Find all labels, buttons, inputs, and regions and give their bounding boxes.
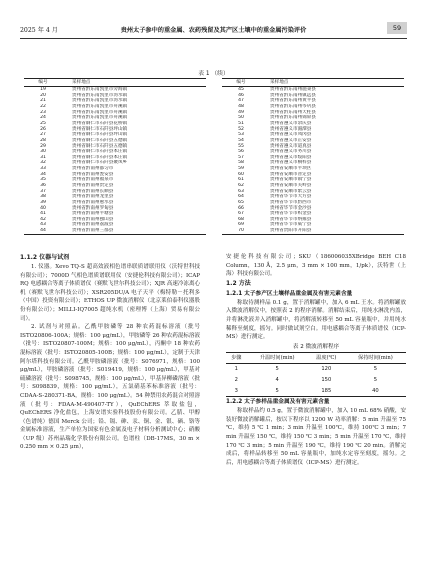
row-location: 贵州省黔东南凯里市湾水镇: [72, 98, 128, 104]
row-location: 贵州省黔东南凯里市旁海镇: [72, 87, 128, 93]
row-number: 37: [40, 188, 46, 194]
row-location: 贵州省黔东南州镇远县: [270, 92, 316, 98]
table-row: [24, 228, 206, 234]
row-number: 31: [40, 154, 46, 160]
row-location: 贵州省贵阳市开阳县: [260, 228, 404, 234]
row-number: 52: [238, 126, 244, 132]
table2-cell: 150: [321, 376, 332, 383]
page-number: 59: [387, 22, 407, 34]
row-location: 贵州省黔东南州锦屏县: [270, 115, 316, 121]
row-number: 35: [40, 177, 46, 183]
row-number: 42: [40, 216, 46, 222]
table1-right: [222, 78, 404, 235]
table2-cell: 3: [226, 386, 247, 397]
header-date: 2025 年 4 月: [20, 27, 58, 34]
table2: [226, 352, 406, 397]
row-location: 贵州省黔东南州天柱县: [270, 109, 316, 115]
table2-header-cell: 升温时间(min): [247, 352, 308, 364]
row-number: 60: [238, 171, 244, 177]
row-location: 贵州省黔南州瓮安县: [72, 171, 114, 177]
row-location: 贵州省毕节市纳雍县: [270, 216, 312, 222]
row-location: 贵州省安顺市镇宁县: [270, 177, 312, 183]
row-location: 贵州省铜仁市石阡县花桥镇: [72, 120, 128, 126]
table1-right-header-no: 编号: [222, 79, 260, 87]
row-number: 58: [238, 160, 244, 166]
table2-row: [226, 364, 406, 375]
paragraph-sample-method: 称取样品约 0.5 g，置于微波消解罐中，加入 10 mL 68% 硝酸，安装好微波消解罐后，按以下程序以 1200 W 功率消解：5 min 升温至 75 ℃，维持 5 ℃ 1 min；3 min 升温至 100℃，维持 100℃ 3 min；7 min 升温至 150 ℃，维持 150 ℃ 3 min；5 min 升温至 170 ℃，维持 170 ℃ 3 min；5 min 升温至 190 ℃，维持 190 ℃ 20 min。消解完成后，将样品转移至 50 mL 容量瓶中，加纯水定容至刻度，摇匀。之后，用电感耦合等离子体质谱仪（ICP-MS）进行测定。: [226, 408, 406, 466]
row-number: 59: [238, 166, 244, 172]
row-location: 贵州省黔东南州岑巩县: [270, 104, 316, 110]
row-number: 56: [238, 149, 244, 155]
table2-cell: 5: [373, 376, 378, 383]
row-location: 贵州省黔南州贵定县: [72, 183, 114, 188]
row-number: 43: [40, 222, 46, 228]
row-location: 贵州省遵义市务川县: [270, 149, 312, 155]
table2-cell: 5: [275, 366, 279, 373]
row-location: 贵州省安顺市关岭县: [270, 183, 312, 188]
row-number: 54: [238, 137, 244, 143]
row-location: 贵州省遵义市余庆县: [270, 120, 312, 126]
row-number: 50: [238, 115, 244, 121]
row-number: 63: [238, 188, 244, 194]
row-number: 67: [238, 211, 244, 217]
row-location: 贵州省铜仁市石阡县坪山镇: [72, 132, 128, 138]
row-location: 贵州省毕节市黔西市: [270, 199, 312, 205]
paragraph-instruments: 1. 仪器。Xevo TQ-S 超高效液相色谱串联质谱联用仪（沃特世科技有限公司）；7000D 气相色谱质谱联用仪（安捷伦科技有限公司）；ICAP RQ 电感耦合等离子体质谱仪（赛默飞世尔科技公司）；XJR 高速冷冻离心机（赛默飞世尔科技公司）；XSR205DU/A 电子天平（梅特勒－托利多（中国）投资有限公司）；ETHOS UP 微波消解仪（北京莱伯泰科仪器股份有限公司）；MILLI-IQ7005 超纯水机（密理博（上海）贸易有限公司）。: [20, 264, 200, 322]
row-number: 62: [238, 183, 244, 188]
table2-header-cell: 保持时间(min): [345, 352, 406, 364]
row-number: 19: [40, 87, 46, 93]
paragraph-reagents: 2. 试剂与对照品。乙酰甲胺磷等 28 种农药混标溶液（批号 ISTO20806-100A；规格：100 μg/mL），甲胺磷等 26 种农药混标溶液（批号：ISTO20807-100M；规格：100 μg/mL），丙酮中 18 种农药混标溶液（批号：ISTO20805-100B；规格：100 μg/mL），定制于天津阿尔塔科技有限公司。乙酰甲胺磷溶液（批号：S076971，规格：100 μg/mL），甲胺磷溶液（批号：S019419，规格：100 μg/mL），甲基对硫磷溶液（批号：S098745，规格：100 μg/mL），甲基异柳磷溶液（批号：S098839，规格：100 μg/mL），五氯硝基苯标准溶液（批号：CDAA-S-280371-BA，规格：100 μg/mL）。54 种禁用农药混合对照溶液（批号：FDAA-M-490407-TY），QuEChERS 萃取盐包，QuEChERS 净化盐包，上海安谱实验科技股份有限公司。乙腈、甲醇（色谱纯）德国 Merck 公司；铅、镉、砷、汞、铜、金、银、硒、铬等金属标准溶液，生产单位为国家有色金属及电子材料分析测试中心；硝酸（UP 级）苏州晶瑞化学股份有限公司。色谱柱（DB-17MS，30 m × 0.250 mm × 0.25 μm），: [20, 324, 200, 451]
row-location: 贵州省毕节市大方县: [270, 194, 312, 200]
row-location: 贵州省黔东南凯里市舟溪镇: [72, 109, 128, 115]
row-number: 23: [40, 109, 46, 115]
table2-header-cell: 温度(℃): [308, 352, 345, 364]
table2-cell: 1: [234, 366, 238, 373]
row-location: 贵州省黔东南凯里市舟溪镇: [72, 104, 128, 110]
table2-row: [226, 375, 406, 386]
row-number: 36: [40, 183, 46, 188]
row-location: 贵州省遵义市正安县: [270, 137, 312, 143]
row-number: 21: [40, 98, 46, 104]
table1-left-header-no: 编号: [24, 79, 62, 87]
table1-left: [24, 78, 206, 235]
row-location: 贵州省遵义市桐梓县: [270, 160, 312, 166]
row-number: 61: [238, 177, 244, 183]
row-location: 贵州省黔南州龙里县: [72, 194, 114, 200]
row-location: 贵州省安顺市紫云县: [270, 188, 312, 194]
section-heading-1-2-1: 1.2.1 太子参产区土壤样品重金属及有害元素含量: [226, 290, 353, 297]
table2-cell: 5: [247, 386, 308, 397]
row-number: 34: [40, 171, 46, 177]
row-location: 贵州省黔南州平塘县: [72, 211, 114, 217]
row-location: 贵州省毕节市金沙县: [270, 205, 312, 211]
table2-row: [226, 386, 406, 397]
row-location: 贵州省黔南州长顺县: [72, 188, 114, 194]
row-number: 28: [40, 137, 46, 143]
row-number: 22: [40, 104, 46, 110]
right-column: [226, 253, 406, 467]
header-title: 贵州太子参中的重金属、农药残留及其产区土壤中的重金属污染评价: [120, 27, 307, 34]
table2-caption: 表 2 微波消解程序: [292, 343, 340, 350]
row-number: 45: [238, 87, 244, 93]
row-number: 57: [238, 154, 244, 160]
row-number: 39: [40, 199, 46, 205]
row-number: 51: [238, 120, 244, 126]
left-column: [20, 253, 200, 452]
paragraph-soil-method: 称取待测样品 0.1 g，置于消解罐中，加入 6 mL 王水。将消解罐放入微波消解仪中，按照表 2 的程序消解。消解结束后，用纯水淋洗内盖，并将淋洗液并入消解罐中，将消解液转移至 50 mL 容量瓶中，并用纯水稀释至刻度，摇匀。同时做试剂空白。用电感耦合等离子体质谱仪（ICP-MS）进行测定。: [226, 299, 406, 341]
table2-cell: 120: [321, 366, 332, 373]
row-number: 25: [40, 120, 46, 126]
row-location: 贵州省铜仁市石阡县坪山镇: [72, 126, 128, 132]
section-heading-1-1-2: 1.1.2 仪器与试剂: [20, 254, 70, 261]
row-location: 贵州省安顺市普定县: [270, 171, 312, 177]
row-number: 49: [238, 109, 244, 115]
row-number: 53: [238, 132, 244, 138]
row-location: 贵州省遵义市绥阳县: [270, 154, 312, 160]
row-location: 贵州省黔东南凯里市舟溪镇: [72, 115, 128, 121]
table2-header-cell: 步骤: [226, 352, 247, 364]
row-location: 贵州省安顺市平坝区: [270, 166, 312, 172]
row-number: 66: [238, 205, 244, 211]
running-header: [20, 22, 407, 38]
row-number: 30: [40, 149, 46, 155]
row-location: 贵州省铜仁市石阡县本庄镇: [72, 154, 128, 160]
row-location: 贵州省黔南州三都县: [62, 228, 206, 234]
row-location: 贵州省遵义市凤冈县: [270, 132, 312, 138]
paragraph-continued: 安捷伦科技有限公司；SKU（186006035XBridge BEH C18 Column，130 Å，2.5 μm，3 mm × 100 mm，1/pk），沃特世（上海）科技有限公司。: [226, 254, 406, 278]
row-number: 38: [40, 194, 46, 200]
row-location: 贵州省黔东南州黄平县: [270, 98, 316, 104]
row-number: 70: [222, 228, 260, 234]
table2-cell: 5: [373, 366, 378, 373]
row-location: 贵州省黔南州惠水县: [72, 199, 114, 205]
header-rule: [20, 38, 407, 39]
row-location: 贵州省黔南州荔波县: [72, 222, 114, 228]
row-number: 33: [40, 166, 46, 172]
table1-left-header-name: 采样地点: [62, 79, 206, 87]
row-location: 贵州省黔南州都匀市: [72, 166, 114, 172]
row-location: 贵州省铜仁市石阡县五德镇: [72, 137, 128, 143]
row-number: 64: [238, 194, 244, 200]
row-location: 贵州省黔东南州施秉县: [270, 87, 316, 93]
row-number: 46: [238, 92, 244, 98]
row-location: 贵州省遵义市湄潭县: [270, 126, 312, 132]
row-location: 贵州省铜仁市石阡县五德镇: [72, 143, 128, 149]
row-number: 65: [238, 199, 244, 205]
row-location: 贵州省铜仁市石阡县聚凤乡: [72, 160, 128, 166]
table2-cell: 40: [345, 386, 406, 397]
row-number: 48: [238, 104, 244, 110]
row-number: 44: [24, 228, 62, 234]
row-number: 26: [40, 126, 46, 132]
table-row: [222, 228, 404, 234]
row-location: 贵州省黔南州罗甸县: [72, 205, 114, 211]
row-number: 68: [238, 216, 244, 222]
row-number: 55: [238, 143, 244, 149]
row-location: 贵州省遵义市道真县: [270, 143, 312, 149]
table1-caption: 表 1 （续）: [198, 71, 229, 77]
row-number: 40: [40, 205, 46, 211]
section-heading-1-2-2: 1.2.2 太子参样品重金属及有害元素含量: [226, 399, 330, 406]
row-number: 69: [238, 222, 244, 228]
section-heading-1-2: 1.2 方法: [226, 279, 251, 287]
table1-right-header-name: 采样地点: [260, 79, 404, 87]
row-location: 贵州省毕节市威宁县: [270, 222, 312, 228]
row-number: 20: [40, 92, 46, 98]
row-location: 贵州省铜仁市石阡县本庄镇: [72, 149, 128, 155]
row-number: 41: [40, 211, 46, 217]
table2-cell: 2: [234, 376, 238, 383]
row-location: 贵州省黔南州独山县: [72, 216, 114, 222]
table2-cell: 4: [275, 376, 279, 383]
row-number: 47: [238, 98, 244, 104]
row-location: 贵州省黔南州福泉市: [72, 177, 114, 183]
row-number: 29: [40, 143, 46, 149]
row-number: 27: [40, 132, 46, 138]
row-location: 贵州省毕节市织金县: [270, 211, 312, 217]
table2-cell: 185: [308, 386, 345, 397]
row-location: 贵州省黔东南凯里市湾水镇: [72, 92, 128, 98]
row-number: 24: [40, 115, 46, 121]
row-number: 32: [40, 160, 46, 166]
